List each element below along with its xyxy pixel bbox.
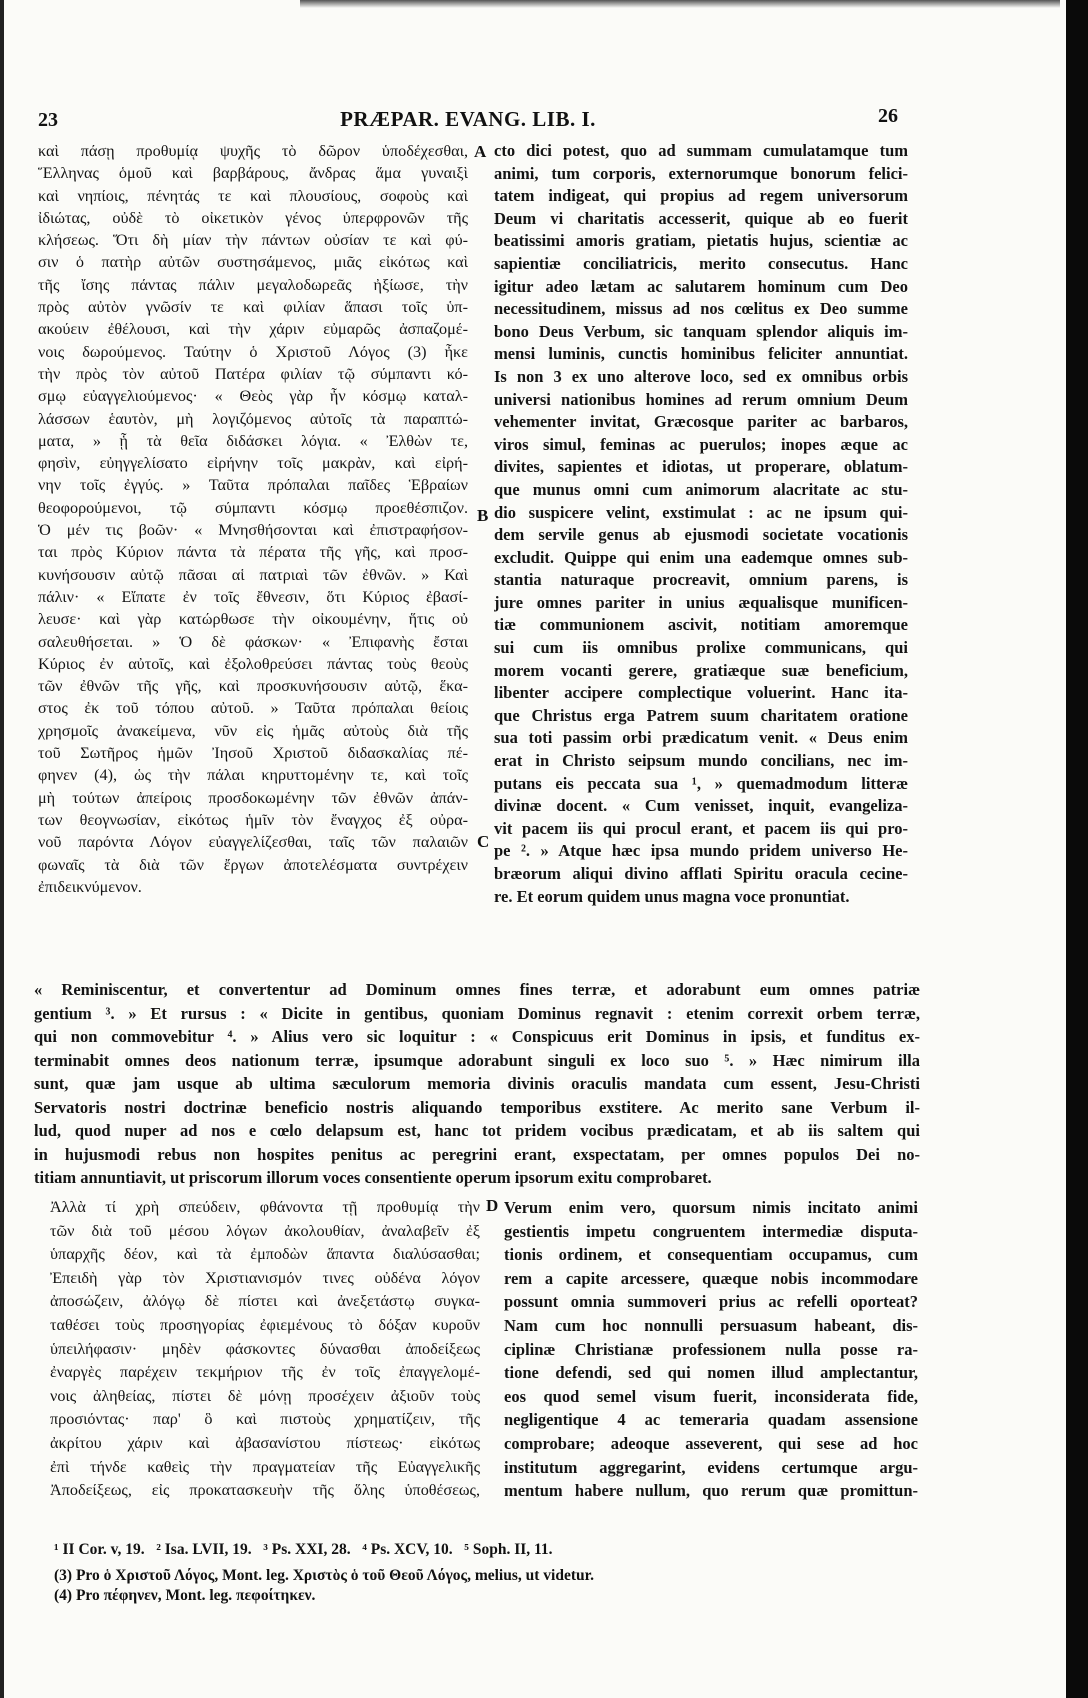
- latin-top-line: bono Deus Verbum, sic tanquam splendor aliquis im-: [494, 321, 908, 341]
- greek-bottom-line: ταθέσει τοὺς προσηγορίας ἐφιεμένους τὸ δόξαν κυροῦν: [50, 1315, 480, 1334]
- greek-top-line: νοις δωρούμενος. Ταύτην ὁ Χριστοῦ Λόγος (3) ἦκε: [38, 342, 468, 361]
- greek-bottom-line: ἐναργὲς παρέχειν τεκμήριον τῆς ἐν τοῖς ἐπαγγελομέ-: [50, 1363, 480, 1382]
- running-header: [38, 103, 898, 133]
- greek-top-line: νοῦ παρόντα Λόγον εὐαγγελίζεσθαι, ταῖς τῶν παλαιῶν: [38, 833, 468, 852]
- latin-top-line: morem vocanti gerere, gratiæque suæ beneficium,: [494, 660, 908, 680]
- page-number-right: 26: [878, 105, 898, 127]
- latin-top-line: que munus omni cum animorum alacritate ac stu-: [494, 479, 908, 499]
- greek-top-line: καὶ νηπίοις, πένητάς τε καὶ πλουσίους, σοφοὺς καὶ: [38, 186, 468, 205]
- greek-bottom-line: Ἀποδείξεως, εἰς προκατασκευὴν τῆς ὅλης ὑποθέσεως,: [50, 1481, 480, 1500]
- margin-marker-b: B: [477, 506, 489, 525]
- greek-top-line: κυνήσουσιν αὐτῷ πᾶσαι αἱ πατριαὶ τῶν ἐθνῶν. » Καὶ: [38, 565, 468, 584]
- page-number-left: 23: [38, 109, 58, 131]
- scan-edge-top: [300, 0, 1060, 8]
- full-width-line: qui non commovebitur ⁴. » Alius vero sic loquitur : « Conspicuus erit Dominus in ipsis, et funditus ex-: [34, 1027, 920, 1046]
- latin-top-line: dem servile genus ab ejusmodi societate vocationis: [494, 525, 908, 545]
- latin-bottom-line: rem a capite arcessere, quæque nobis incommodare: [504, 1268, 918, 1288]
- latin-bottom-line: institutum aggregarint, evidens certumque argu-: [504, 1457, 918, 1477]
- greek-top-line: σμῳ εὐαγγελιούμενος· « Θεὸς γὰρ ἦν κόσμῳ καταλ-: [38, 387, 468, 406]
- latin-top-line: mensi luminis, cunctis hominibus feliciter annuntiat.: [494, 344, 908, 364]
- greek-top-line: νην τοῖς ἐγγύς. » Ταῦτα πρόπαλαι παῖδες Ἑβραίων: [38, 476, 468, 495]
- greek-top-line: Ὁ μέν τις βοῶν· « Μνησθήσονται καὶ ἐπιστραφήσον-: [38, 521, 468, 540]
- greek-bottom-line: ὑπαρχῆς δέον, καὶ τὰ ἐμποδὼν ἅπαντα διαλύσασθαι;: [50, 1245, 480, 1264]
- latin-bottom-line: gestientis impetu congruentem intermediæ disputa-: [504, 1221, 918, 1241]
- greek-top-line: θεοφορούμενοι, τῷ σύμπαντι κόσμῳ προεθέσπιζον.: [38, 498, 468, 517]
- greek-bottom-line: ὑπειλήφασιν· μηδὲν φάσκοντες δύνασθαι ἀποδείξεως: [50, 1339, 480, 1358]
- latin-top-line: sapientiæ conciliatricis, merito consecutus. Hanc: [494, 253, 908, 273]
- footnote-line: (4) Pro πέφηνεν, Mont. leg. πεφοίτηκεν.: [54, 1587, 316, 1604]
- greek-top-line: λευσε· καὶ γὰρ κατώρθωσε τὴν οἰκουμένην, ἥτις οὐ: [38, 610, 468, 629]
- greek-top-line: φησὶν, εὐηγγελίσατο εἰρήνην τοῖς μακρὰν, καὶ εἰρή-: [38, 454, 468, 473]
- latin-top-line: universi nationibus homines ad rerum omnium Deum: [494, 389, 908, 409]
- latin-bottom-line: comprobare; adeoque asseverent, qui sese ad hoc: [504, 1433, 918, 1453]
- footnote-line: ¹ II Cor. v, 19. ² Isa. LVII, 19. ³ Ps. XXI, 28. ⁴ Ps. XCV, 10. ⁵ Soph. II, 11.: [54, 1541, 553, 1558]
- latin-top-line: excludit. Quippe qui enim una eademque omnes sub-: [494, 547, 908, 567]
- full-width-line: « Reminiscentur, et convertentur ad Dominum omnes fines terræ, et adorabunt eum omnes patriæ: [34, 980, 920, 999]
- greek-bottom-line: ἐπὶ τήνδε καθεὶς τὴν πραγματείαν τῆς Εὐαγγελικῆς: [50, 1457, 480, 1476]
- latin-bottom-line: possunt omnia summoveri prius ac refelli oporteat?: [504, 1292, 918, 1312]
- latin-column-bottom: [504, 1196, 918, 1503]
- footnotes: [54, 1540, 914, 1606]
- latin-top-line: libenter accipere complectique voluerint. Hanc ita-: [494, 683, 908, 703]
- latin-top-line: Deum vi charitatis accesserit, quique ab eo fuerit: [494, 208, 908, 228]
- greek-top-line: Κύριος ἐν αὐτοῖς, καὶ ἐξολοθρεύσει πάντας τοὺς θεοὺς: [38, 654, 468, 673]
- full-width-line: gentium ³. » Et rursus : « Dicite in gentibus, quoniam Dominus regnavit : etenim correxit orbem terræ,: [34, 1003, 920, 1023]
- footnote-line: (3) Pro ὁ Χριστοῦ Λόγος, Mont. leg. Χριστὸς ὁ τοῦ Θεοῦ Λόγος, melius, ut videtur.: [54, 1567, 594, 1584]
- latin-bottom-line: Verum enim vero, quorsum nimis incitato animi: [504, 1198, 918, 1217]
- greek-top-line: τὴν πρὸς τὸν αὐτοῦ Πατέρα φιλίαν τῷ σύμπαντι κό-: [38, 364, 468, 383]
- latin-bottom-line: mentum habere nullum, quo rerum quæ promittun-: [504, 1481, 918, 1501]
- greek-top-line: πάλιν· « Εἴπατε ἐν τοῖς ἔθνεσιν, ὅτι Κύριος ἐβασί-: [38, 587, 468, 606]
- greek-top-line: μὴ τούτων ἀπείροις προσδοκωμένην τῶν ἐθνῶν ἀπάν-: [38, 788, 468, 807]
- greek-top-line: των θεογνωσίαν, εἰκότως ἡμῖν τὸν ἔναγχος ἐξ οὐρα-: [38, 810, 468, 829]
- latin-top-line: beatissimi amoris gratiam, pietatis hujus, scientiæ ac: [494, 231, 908, 251]
- greek-top-line: τῶν ἐθνῶν τῆς γῆς, καὶ προσκυνήσουσιν αὐτῷ, ἕκα-: [38, 677, 468, 696]
- latin-top-line: vehementer invitat, Græcosque pariter ac barbaros,: [494, 412, 908, 432]
- margin-marker-a: A: [474, 142, 487, 161]
- greek-bottom-line: Ἐπειδὴ γὰρ τὸν Χριστιανισμόν τινες οὐδένα λόγον: [50, 1268, 480, 1287]
- greek-top-line: τοῦ Σωτῆρος ἡμῶν Ἰησοῦ Χριστοῦ διδασκαλίας πέ-: [38, 744, 468, 763]
- greek-bottom-line: ἀποσώζειν, ἀλόγῳ δὲ πίστει καὶ ἀνεξετάστῳ συγκα-: [50, 1292, 480, 1311]
- latin-bottom-line: tione defendi, sed qui nomen illud amplectantur,: [504, 1363, 918, 1383]
- running-title: PRÆPAR. EVANG. LIB. I.: [340, 107, 596, 131]
- scan-edge-right: [1066, 0, 1088, 1698]
- greek-top-line: ακούειν ἐθέλουσι, καὶ τὴν χάριν εὐμαρῶς ἀσπαζομέ-: [38, 320, 468, 339]
- greek-top-line: πρὸς αὐτὸν γνῶσίν τε καὶ φιλίαν ἅπασι τοῖς ὑπ-: [38, 298, 468, 317]
- greek-column-top: [38, 140, 468, 898]
- greek-top-line: ἰδιώτας, οὐδὲ τὸ οἰκετικὸν γένος ὑπερφρονῶν τῆς: [38, 208, 468, 227]
- greek-bottom-line: ἀκρίτου χάριν καὶ ἀβασανίστου πίστεως· εἰκότως: [50, 1433, 480, 1452]
- margin-marker-c: C: [477, 832, 490, 851]
- greek-bottom-line: προσιόντας· παρ' ὃ καὶ πιστοὺς χρηματίζειν, τῆς: [50, 1410, 480, 1429]
- full-width-line: in hujusmodi rebus non hospites penitus ac peregrini erant, exspectatam, per omnes populos Dei no-: [34, 1144, 920, 1164]
- latin-bottom-line: tionis ordinem, et consequentiam occupamus, cum: [504, 1245, 918, 1265]
- latin-top-line: igitur adeo lætam ac salutarem hominum cum Deo: [494, 276, 908, 296]
- full-width-line: Servatoris nostri doctrinæ beneficio nostris aliquando temporibus exstitere. Ac merito sane Verbum il-: [34, 1097, 920, 1117]
- latin-column-top: [494, 140, 908, 908]
- latin-top-line: pe ². » Atque hæc ipsa mundo pridem universo He-: [494, 841, 908, 861]
- greek-top-line: Ἕλληνας ὁμοῦ καὶ βαρβάρους, ἄνδρας ἅμα γυναιξὶ: [38, 164, 468, 183]
- greek-top-line: χρησμοῖς ἀνακείμενα, νῦν εἰς ἡμᾶς αὐτοὺς διὰ τῆς: [38, 721, 468, 740]
- latin-top-line: divinæ docent. « Cum venisset, inquit, evangeliza-: [494, 796, 908, 816]
- latin-bottom-line: eos quod semel visum fuerit, inconsiderata fide,: [504, 1386, 918, 1406]
- latin-top-line: tiæ communionem ascivit, notitiam amoremque: [494, 615, 908, 635]
- latin-top-line: divites, sapientes et idiotas, ut properare, oblatum-: [494, 457, 908, 477]
- greek-top-line: φηνεν (4), ὡς τὴν πάλαι κηρυττομένην τε, καὶ τοῖς: [38, 766, 468, 785]
- latin-bottom-line: Nam cum hoc nonnulli persuasum habeant, dis-: [504, 1315, 918, 1335]
- latin-top-line: viros simul, feminas ac puerulos; inopes æque ac: [494, 434, 908, 454]
- latin-top-line: bræorum aliqui divino afflati Spiritu oracula cecine-: [494, 864, 908, 883]
- greek-top-line: καὶ πάσῃ προθυμίᾳ ψυχῆς τὸ δῶρον ὑποδέχεσθαι,: [38, 142, 468, 160]
- greek-bottom-line: νοις ἀληθείας, πίστει δὲ μόνῃ προσέχειν ἀξιοῦν τοὺς: [50, 1386, 480, 1405]
- latin-top-line: putans eis peccata sua ¹, » quemadmodum litteræ: [494, 773, 908, 793]
- latin-top-line: animi, tum corporis, externorumque bonorum felici-: [494, 163, 908, 183]
- full-width-passage: [34, 978, 920, 1190]
- greek-top-line: τῆς ἴσης πάντας πάλιν μεγαλοδωρεᾶς ἠξίωσε, τὴν: [38, 275, 468, 294]
- greek-top-line: σιν ὁ πατὴρ αὐτῶν συστησάμενος, μιᾶς εἰκότως καὶ: [38, 253, 468, 272]
- latin-top-line: re. Et eorum quidem unus magna voce pronuntiat.: [494, 886, 850, 906]
- greek-top-line: ματα, » ᾗ τὰ θεῖα διδάσκει λόγια. « Ἐλθὼν τε,: [38, 431, 468, 450]
- greek-top-line: λάσσων ἑαυτὸν, μὴ λογιζόμενος αὐτοῖς τὰ παραπτώ-: [38, 409, 468, 428]
- latin-top-line: jure omnes pariter in unius æqualisque munificen-: [494, 592, 908, 612]
- full-width-line: terminabit omnes deos nationum terræ, ipsumque adorabunt singuli ex loco suo ⁵. » Hæc nimirum illa: [34, 1050, 920, 1070]
- latin-top-line: cto dici potest, quo ad summam cumulatamque tum: [494, 141, 908, 160]
- latin-top-line: Is non 3 ex uno alterove loco, sed ex omnibus orbis: [494, 366, 908, 386]
- latin-top-line: vit pacem iis qui procul erant, et pacem iis qui pro-: [494, 818, 908, 838]
- greek-bottom-line: τῶν διὰ τοῦ μέσου λόγων ἀκολουθίαν, ἀναλαβεῖν ἐξ: [50, 1221, 480, 1240]
- latin-top-line: erat in Christo seipsum mundo concilians, nec im-: [494, 751, 908, 771]
- greek-top-line: κλήσεως. Ὅτι δὴ μίαν τὴν πάντων οὐσίαν τε καὶ φύ-: [38, 231, 468, 250]
- greek-column-bottom: [50, 1196, 480, 1503]
- greek-top-line: φωναῖς τὰ διὰ τῶν ἔργων ἀποτελέσματα συντρέχειν: [38, 855, 468, 874]
- greek-bottom-line: Ἀλλὰ τί χρὴ σπεύδειν, φθάνοντα τῇ προθυμίᾳ τὴν: [50, 1198, 480, 1216]
- full-width-line: lud, quod nuper ad nos e cœlo delapsum est, hanc tot pridem vocibus prædicatam, et ab iis saltem qui: [34, 1121, 920, 1140]
- greek-top-line: σαλευθήσεται. » Ὁ δὲ φάσκων· « Ἐπιφανὴς ἔσται: [38, 632, 468, 651]
- greek-top-line: ἐπιδεικνύμενον.: [38, 877, 142, 896]
- latin-top-line: que Christus erga Patrem suum charitatem oratione: [494, 705, 908, 725]
- latin-top-line: sua toti passim orbi prædicatum venit. « Deus enim: [494, 728, 908, 748]
- latin-top-line: dio suspicere velint, exstimulat : ac ne ipsum qui-: [494, 502, 908, 522]
- latin-top-line: tatem indigeat, qui propius ad regem universorum: [494, 186, 908, 206]
- greek-top-line: στος ἐκ τοῦ τόπου αὐτοῦ. » Ταῦτα πρόπαλαι θείοις: [38, 699, 468, 718]
- latin-bottom-line: ciplinæ Christianæ professionem nulla posse ra-: [504, 1339, 918, 1359]
- full-width-line: titiam annuntiavit, ut priscorum illorum voces consentiente operum ipsorum exitu comprobaret.: [34, 1168, 712, 1187]
- latin-top-line: sui cum iis omnibus prolixe communicans, qui: [494, 638, 908, 658]
- latin-top-line: stantia naturaque procreavit, omnium parens, is: [494, 570, 908, 590]
- full-width-line: sunt, quæ jam usque ab ultima sæculorum memoria divinis oraculis mandata cum essent, Jesu-Christi: [34, 1074, 920, 1093]
- greek-top-line: ται πρὸς Κύριον πάντα τὰ πέρατα τῆς γῆς, καὶ προσ-: [38, 543, 468, 562]
- margin-marker-d: D: [486, 1196, 499, 1215]
- latin-top-line: necessitudinem, missus ad nos cœlitus ex Deo summe: [494, 299, 908, 319]
- scan-edge-left: [0, 0, 4, 1698]
- latin-bottom-line: negligentique 4 ac temeraria quadam assensione: [504, 1410, 918, 1430]
